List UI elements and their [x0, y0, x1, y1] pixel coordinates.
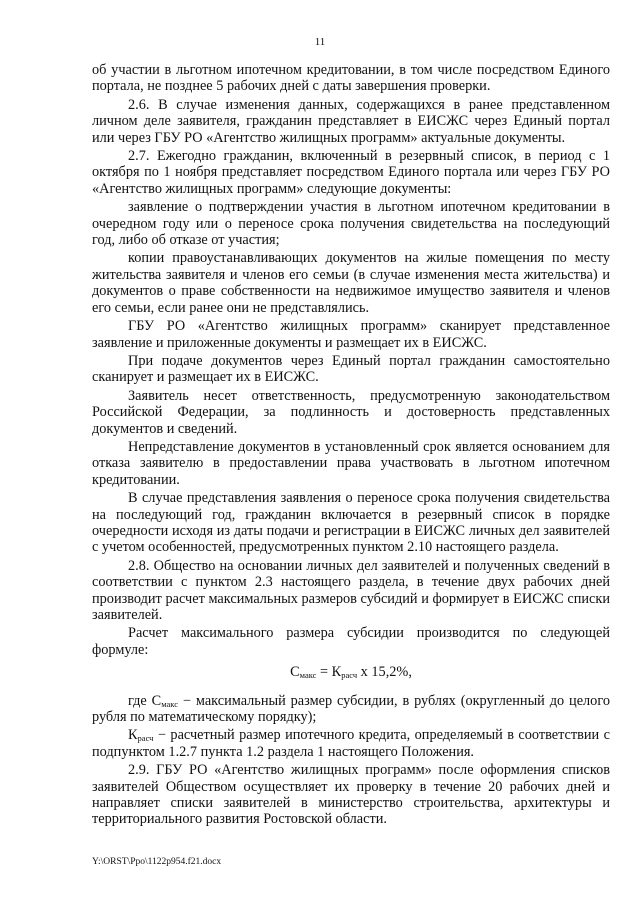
formula-c-symbol: С	[290, 664, 300, 681]
paragraph: В случае представления заявления о переносе срока получения свидетельства на последующий год, гражданин включается в резервный список в порядке очередности исходя из даты подачи и регистрации в ЕИСЖС личных дел заявителей с учетом особенностей, предусмотренных пунктом 2.10 настоящего раздела.	[92, 490, 610, 556]
formula-k-symbol: К	[331, 664, 342, 681]
paragraph: Расчет максимального размера субсидии производится по следующей формуле:	[92, 625, 610, 658]
paragraph: Непредставление документов в установленный срок является основанием для отказа заявителю в предоставлении права участвовать в льготном ипотечном кредитовании.	[92, 438, 610, 488]
formula-c-subscript: макс	[299, 670, 317, 681]
paragraph: заявление о подтверждении участия в льготном ипотечном кредитовании в очередном году или о переносе срока получения свидетельства на последующий год, либо об отказе от участия;	[92, 199, 610, 249]
definition-symbol: К	[128, 727, 138, 744]
definition-symbol: С	[151, 692, 162, 709]
paragraph: При подаче документов через Единый портал гражданин самостоятельно сканирует и размещает их в ЕИСЖС.	[92, 352, 610, 386]
footer-file-path: Y:\ORST\Ppo\1122p954.f21.docx	[92, 857, 222, 867]
paragraph: 2.9. ГБУ РО «Агентство жилищных программ» после оформления списков заявителей Обществом осуществляет их проверку в течение 20 рабочих дней и направляет списки заявителей в министерство строительства, архитектуры и территориального развития Ростовской области.	[92, 762, 610, 828]
paragraph: копии правоустанавливающих документов на жилые помещения по месту жительства заявителя и членов его семьи (в случае изменения места жительства) и документов о праве собственности на недвижимое имущество заявителя и членов его семьи, если ранее они не представлялись.	[92, 250, 610, 316]
definition-subscript: расч	[137, 733, 154, 744]
paragraph: 2.8. Общество на основании личных дел заявителей и полученных сведений в соответствии с пунктом 2.3 настоящего раздела, в течение двух рабочих дней производит расчет максимальных размеров субсидий и формирует в ЕИСЖС списки заявителей.	[92, 557, 610, 623]
definition-prefix: где	[128, 692, 152, 709]
paragraph: Заявитель несет ответственность, предусмотренную законодательством Российской Федерации, за подлинность и достоверность представленных документов и сведений.	[92, 387, 610, 437]
paragraph: ГБУ РО «Агентство жилищных программ» сканирует представленное заявление и приложенные документы и размещает их в ЕИСЖС.	[92, 318, 610, 351]
formula-equals: =	[316, 664, 332, 681]
paragraph: 2.7. Ежегодно гражданин, включенный в резервный список, в период с 1 октября по 1 ноября представляет посредством Единого портала или через ГБУ РО «Агентство жилищных программ» следующие документы:	[92, 148, 610, 197]
definition-text: − максимальный размер субсидии, в рублях (округленный до целого рубля по математическому порядку);	[92, 692, 610, 726]
formula-rest: х 15,2%,	[357, 664, 412, 681]
definition-text: − расчетный размер ипотечного кредита, определяемый в соответствии с подпунктом 1.2.7 пункта 1.2 раздела 1 настоящего Положения.	[92, 727, 610, 760]
formula-k-subscript: расч	[341, 670, 358, 681]
definition-cmaks	[92, 693, 610, 726]
definition-subscript: макс	[161, 698, 179, 709]
definition-krasch	[92, 727, 610, 760]
subsidy-formula	[92, 664, 610, 680]
paragraph: об участии в льготном ипотечном кредитовании, в том числе посредством Единого портала, не позднее 5 рабочих дней с даты завершения проверки.	[92, 62, 610, 95]
document-body	[92, 62, 610, 830]
paragraph: 2.6. В случае изменения данных, содержащихся в ранее представленном личном деле заявителя, гражданин представляет в ЕИСЖС через Единый портал или через ГБУ РО «Агентство жилищных программ» актуальные документы.	[92, 96, 610, 146]
page-number: 11	[314, 36, 326, 48]
